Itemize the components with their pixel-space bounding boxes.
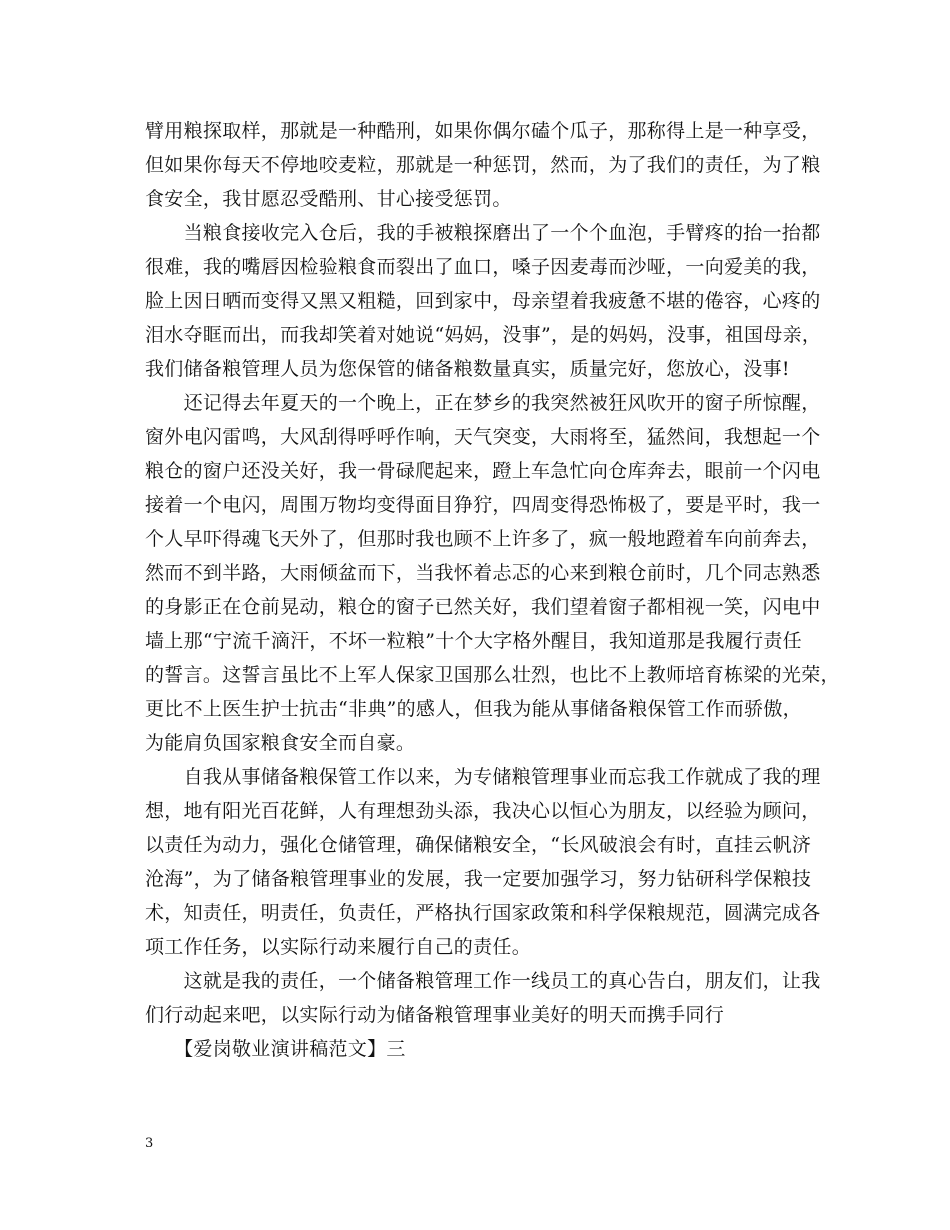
text-line: 粮仓的窗户还没关好，我一骨碌爬起来，蹬上车急忙向仓库奔去，眼前一个闪电	[145, 460, 821, 482]
text-line: 窗外电闪雷鸣，大风刮得呼呼作响，天气突变，大雨将至，猛然间，我想起一个	[145, 426, 821, 448]
text-line: 个人早吓得魂飞天外了，但那时我也顾不上许多了，疯一般地蹬着车向前奔去，	[145, 528, 821, 550]
text-line: 为能肩负国家粮食安全而自豪。	[145, 732, 416, 754]
text-line: 臂用粮探取样，那就是一种酷刑，如果你偶尔磕个瓜子，那称得上是一种享受，	[145, 120, 821, 142]
text-line: 还记得去年夏天的一个晚上，正在梦乡的我突然被狂风吹开的窗子所惊醒，	[145, 392, 821, 414]
text-line: 但如果你每天不停地咬麦粒，那就是一种惩罚，然而，为了我们的责任，为了粮	[145, 154, 821, 176]
text-line: 自我从事储备粮保管工作以来，为专储粮管理事业而忘我工作就成了我的理	[145, 766, 821, 788]
text-line: 术，知责任，明责任，负责任，严格执行国家政策和科学保粮规范，圆满完成各	[145, 902, 821, 924]
text-line: 这就是我的责任，一个储备粮管理工作一线员工的真心告白，朋友们，让我	[145, 970, 821, 992]
section-heading: 【爱岗敬业演讲稿范文】三	[145, 1038, 406, 1060]
text-line: 然而不到半路，大雨倾盆而下，当我怀着忐忑的心来到粮仓前时，几个同志熟悉	[145, 562, 821, 584]
text-line: 很难，我的嘴唇因检验粮食而裂出了血口，嗓子因麦毒而沙哑，一向爱美的我，	[145, 256, 821, 278]
text-line: 的誓言。这誓言虽比不上军人保家卫国那么壮烈，也比不上教师培育栋梁的光荣，	[145, 664, 840, 686]
page-number: 3	[145, 1136, 154, 1151]
text-line: 想，地有阳光百花鲜，人有理想劲头添，我决心以恒心为朋友，以经验为顾问，	[145, 800, 821, 822]
text-line: 更比不上医生护士抗击“非典”的感人，但我为能从事储备粮保管工作而骄傲，	[145, 698, 802, 720]
text-line: 墙上那“宁流千滴汗，不坏一粒粮”十个大字格外醒目，我知道那是我履行责任	[145, 630, 802, 652]
text-line: 接着一个电闪，周围万物均变得面目狰狞，四周变得恐怖极了，要是平时，我一	[145, 494, 821, 516]
text-line: 脸上因日晒而变得又黑又粗糙，回到家中，母亲望着我疲惫不堪的倦容，心疼的	[145, 290, 821, 312]
text-line: 当粮食接收完入仓后，我的手被粮探磨出了一个个血泡，手臂疼的抬一抬都	[145, 222, 821, 244]
text-line: 的身影正在仓前晃动，粮仓的窗子已然关好，我们望着窗子都相视一笑，闪电中	[145, 596, 821, 618]
text-line: 食安全，我甘愿忍受酷刑、甘心接受惩罚。	[145, 188, 512, 210]
text-line: 沧海”，为了储备粮管理事业的发展，我一定要加强学习，努力钻研科学保粮技	[145, 868, 812, 890]
text-line: 我们储备粮管理人员为您保管的储备粮数量真实，质量完好，您放心，没事!	[145, 358, 790, 380]
text-line: 项工作任务，以实际行动来履行自己的责任。	[145, 936, 532, 958]
text-line: 泪水夺眶而出，而我却笑着对她说“妈妈，没事”，是的妈妈，没事，祖国母亲，	[145, 324, 822, 346]
body-text	[145, 114, 840, 1066]
text-line: 以责任为动力，强化仓储管理，确保储粮安全，“长风破浪会有时，直挂云帆济	[145, 834, 812, 856]
text-line: 们行动起来吧，以实际行动为储备粮管理事业美好的明天而携手同行	[145, 1004, 725, 1026]
